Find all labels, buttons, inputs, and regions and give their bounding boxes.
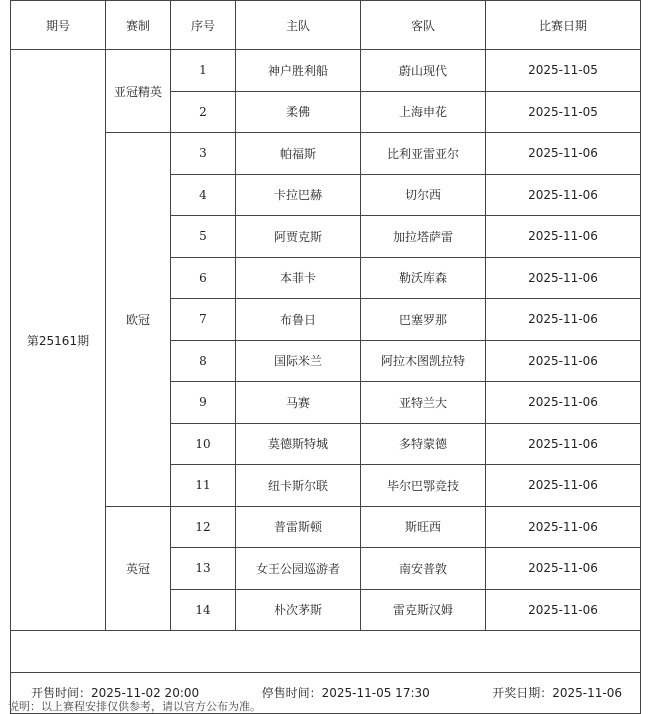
index-cell: 6	[171, 257, 236, 299]
date-cell: 2025-11-06	[486, 423, 641, 465]
index-cell: 8	[171, 340, 236, 382]
index-cell: 10	[171, 423, 236, 465]
index-cell: 4	[171, 174, 236, 216]
index-cell: 1	[171, 50, 236, 92]
footnote: 说明：以上赛程安排仅供参考，请以官方公布为准。	[8, 700, 261, 713]
away-cell: 巴塞罗那	[361, 299, 486, 341]
away-cell: 勒沃库森	[361, 257, 486, 299]
table-row	[11, 506, 641, 548]
league-cell: 亚冠精英	[106, 50, 171, 133]
home-cell: 布鲁日	[236, 299, 361, 341]
date-cell: 2025-11-06	[486, 465, 641, 507]
home-cell: 莫德斯特城	[236, 423, 361, 465]
league-cell: 英冠	[106, 506, 171, 631]
date-cell: 2025-11-06	[486, 216, 641, 258]
home-cell: 纽卡斯尔联	[236, 465, 361, 507]
index-cell: 3	[171, 133, 236, 175]
away-cell: 多特蒙德	[361, 423, 486, 465]
home-cell: 阿贾克斯	[236, 216, 361, 258]
home-cell: 本菲卡	[236, 257, 361, 299]
index-cell: 13	[171, 548, 236, 590]
index-cell: 5	[171, 216, 236, 258]
period-cell: 第25161期	[11, 50, 106, 631]
away-cell: 加拉塔萨雷	[361, 216, 486, 258]
away-cell: 阿拉木图凯拉特	[361, 340, 486, 382]
away-cell: 亚特兰大	[361, 382, 486, 424]
home-cell: 柔佛	[236, 91, 361, 133]
header-index: 序号	[171, 1, 236, 50]
home-cell: 马赛	[236, 382, 361, 424]
index-cell: 9	[171, 382, 236, 424]
date-cell: 2025-11-06	[486, 133, 641, 175]
index-cell: 7	[171, 299, 236, 341]
away-cell: 南安普敦	[361, 548, 486, 590]
header-row	[11, 1, 641, 50]
home-cell: 卡拉巴赫	[236, 174, 361, 216]
away-cell: 蔚山现代	[361, 50, 486, 92]
sale-start-time: 开售时间：2025-11-02 20:00	[31, 686, 200, 701]
index-cell: 2	[171, 91, 236, 133]
date-cell: 2025-11-06	[486, 340, 641, 382]
date-cell: 2025-11-05	[486, 50, 641, 92]
away-cell: 切尔西	[361, 174, 486, 216]
index-cell: 12	[171, 506, 236, 548]
header-date: 比赛日期	[486, 1, 641, 50]
header-home: 主队	[236, 1, 361, 50]
league-cell: 欧冠	[106, 133, 171, 507]
index-cell: 14	[171, 589, 236, 631]
date-cell: 2025-11-06	[486, 257, 641, 299]
away-cell: 上海申花	[361, 91, 486, 133]
table-row	[11, 133, 641, 175]
sale-stop-time: 停售时间：2025-11-05 17:30	[261, 686, 430, 701]
away-cell: 雷克斯汉姆	[361, 589, 486, 631]
date-cell: 2025-11-06	[486, 174, 641, 216]
table-row	[11, 50, 641, 92]
spacer-row	[11, 631, 641, 673]
date-cell: 2025-11-06	[486, 548, 641, 590]
home-cell: 普雷斯顿	[236, 506, 361, 548]
away-cell: 斯旺西	[361, 506, 486, 548]
date-cell: 2025-11-06	[486, 506, 641, 548]
date-cell: 2025-11-06	[486, 299, 641, 341]
date-cell: 2025-11-05	[486, 91, 641, 133]
spacer-cell	[11, 631, 641, 673]
header-away: 客队	[361, 1, 486, 50]
home-cell: 女王公园巡游者	[236, 548, 361, 590]
home-cell: 朴次茅斯	[236, 589, 361, 631]
schedule-table	[10, 0, 641, 714]
home-cell: 神户胜利船	[236, 50, 361, 92]
date-cell: 2025-11-06	[486, 589, 641, 631]
header-period: 期号	[11, 1, 106, 50]
away-cell: 毕尔巴鄂竞技	[361, 465, 486, 507]
index-cell: 11	[171, 465, 236, 507]
header-league: 赛制	[106, 1, 171, 50]
away-cell: 比利亚雷亚尔	[361, 133, 486, 175]
draw-date: 开奖日期：2025-11-06	[492, 686, 622, 701]
date-cell: 2025-11-06	[486, 382, 641, 424]
home-cell: 国际米兰	[236, 340, 361, 382]
home-cell: 帕福斯	[236, 133, 361, 175]
